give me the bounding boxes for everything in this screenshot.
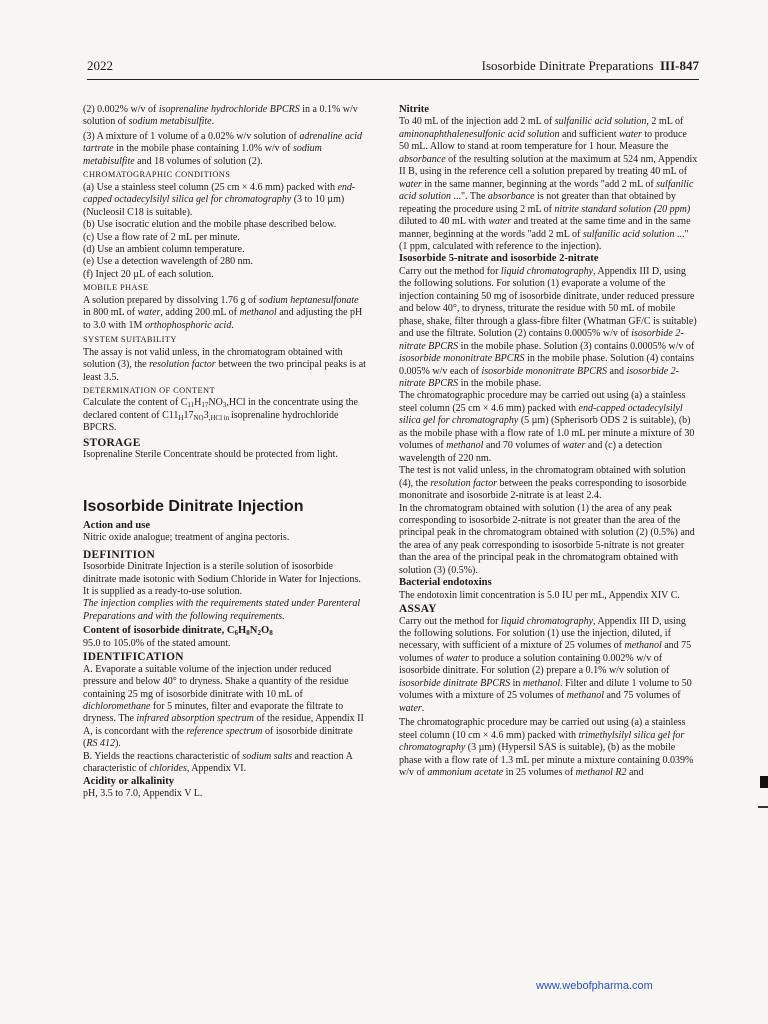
determination-text [83,397,367,434]
nitrite-text-segment: water [399,178,422,190]
system-suitability-heading: SYSTEM SUITABILITY [83,335,177,345]
solution-2-segment: in a 0.1% w/v solution of [83,104,358,128]
assay-procedure-segment: and [626,767,644,779]
mobile-phase-text-segment: sodium heptanesulfonate [258,294,359,306]
assay-procedure [399,717,698,779]
condition-a-segment: (a) Use a stainless steel column (25 cm × 4.6 mm) packed with [83,181,338,193]
condition-b: (b) Use isocratic elution and the mobile phase described below. [83,219,337,231]
assay-text-segment: methanol [624,640,662,652]
nitrite-heading: Nitrite [399,104,429,115]
assay-text-segment: . Filter and dilute 1 volume to 50 volumes with a mixture of 25 volumes of [399,677,692,702]
condition-a [83,182,367,219]
assay-text-segment: , Appendix III D, using the following solutions. For solution (1) use the injection, diluted, if necessary, with sufficient of a mixture of 25 volumes of [399,615,686,652]
chromatographic-conditions-heading: CHROMATOGRAPHIC CONDITIONS [83,170,231,180]
isosorbide-nitrates-validity-segment: resolution factor [430,477,497,489]
nitrite-text-segment: of the resulting solution at the maximum at 524 nm, Appendix II B, using in the reference cell a solution prepared by treating 40 mL of [399,153,698,178]
assay-text-segment: methanol [522,677,561,689]
nitrite-text-segment: diluted to 40 mL with [399,216,489,228]
mobile-phase-text-segment: and adjusting the pH to 3.0 with 1M [83,307,363,331]
solution-2-segment: . [211,116,215,128]
mobile-phase-text-segment: . [231,319,234,331]
assay-text-segment: to produce a solution containing 0.002% w/v of isosorbide dinitrate. For solution (2) prepare a 0.1% w/v solution of [399,652,670,677]
assay-text-segment: and 75 volumes of [399,640,692,664]
nitrite-text-segment: sulfanilic acid solution [399,178,694,203]
assay-text-segment: methanol [566,690,604,702]
condition-a-segment: end-capped octadecylsilyl silica gel for chromatography [83,181,356,206]
mobile-phase-text-segment: orthophosphoric acid [144,319,232,331]
isosorbide-nitrates-heading: Isosorbide 5-nitrate and isosorbide 2-nitrate [399,253,599,265]
nitrite-text-segment: ...". The [450,191,488,203]
assay-text-segment: isosorbide dinitrate BPCRS [399,677,511,689]
solution-2 [83,104,367,129]
isosorbide-nitrates-validity [399,465,698,502]
action-text: Nitric oxide analogue; treatment of angina pectoris. [83,532,290,544]
identification-b-segment: sodium salts [242,750,293,762]
nitrite-text-segment: ..." (1 ppm, calculated with reference to the injection). [399,228,689,252]
content-heading-segment: 6 [234,629,239,638]
isosorbide-nitrates-text-segment: isosorbide mononitrate BPCRS [399,353,525,365]
determination-text-segment: . [114,422,117,434]
solution-3-segment: and 18 volumes of solution (2). [134,155,263,167]
isosorbide-nitrates-procedure-segment: and (c) a detection wavelength of 220 nm. [399,440,663,464]
assay-procedure-segment: ammonium acetate [427,767,504,779]
system-suitability-text-segment: resolution factor [149,359,216,371]
left-column [83,104,367,801]
solution-2-segment: isoprenaline hydrochloride BPCRS [158,104,300,115]
page-header [87,58,699,76]
determination-text-segment: ,HCl in the concentrate using the declared content of C [83,397,358,421]
assay-text-segment: water [399,702,422,714]
assay-heading: ASSAY [399,603,437,616]
identification-a-segment: reference spectrum [186,725,263,737]
nitrite-text [399,116,698,253]
solution-2-segment: (2) 0.002% w/v of [83,104,159,115]
assay-procedure-segment: (3 µm) (Hypersil SAS is suitable), (b) as the mobile phase with a flow rate of 1.3 mL per minute a mixture containing 0.039% w/v of [399,742,694,779]
mobile-phase-text-segment: , adding 200 mL of [160,307,240,319]
determination-text-segment: 17 [183,409,194,421]
mobile-phase-heading: MOBILE PHASE [83,283,149,293]
system-suitability-text-segment: between the two principal peaks is at least 3.5. [83,359,366,383]
assay-text [399,616,698,716]
isosorbide-nitrates-limit: In the chromatogram obtained with solution (1) the area of any peak corresponding to isosorbide 2-nitrate is not greater than the area of the principal peak in the chromatogram obtained with solution (2) (0.5%) and the area of any peak corresponding to isosorbide 5-nitrate is not greater than the area of the principal peak in the chromatogram obtained with solution (3) (0.5%). [399,502,695,576]
content-heading-segment: O [260,625,270,637]
isosorbide-nitrates-procedure-segment: and 70 volumes of [483,440,563,452]
action-heading: Action and use [83,519,151,531]
storage-heading: STORAGE [83,436,141,449]
identification-b-segment: and reaction A characteristic of [83,750,353,775]
nitrite-text-segment: water [488,216,512,228]
running-head-title: Isosorbide Dinitrate Preparations [481,58,654,73]
isosorbide-nitrates-validity-segment: The test is not valid unless, in the chromatogram obtained with solution (4), the [399,465,686,489]
content-heading-segment: 8 [269,629,273,638]
isosorbide-nitrates-validity-segment: between the peaks corresponding to isosorbide mononitrate and isosorbide 2-nitrate is at least 2.4. [399,477,687,502]
determination-text-segment: 17 [201,401,209,410]
isosorbide-nitrates-text-segment: , Appendix III D, using the following solutions. For solution (1) evaporate a volume of the injection containing 50 mg of isosorbide dinitrate, under reduced pressure and below 40°, to dryness, triturate the residue with 50 mL of mobile phase, shake, filter through a glass-fibre filter (Whatman GF/C is suitable) and use the filtrate. Solution (2) contains 0.0005% w/v of [399,265,697,340]
content-text: 95.0 to 105.0% of the stated amount. [83,637,231,649]
determination-text-segment: NO [208,397,223,409]
mobile-phase-text-segment: water [137,307,161,319]
identification-a-segment: ). [114,738,121,750]
watermark-link[interactable]: www.webofpharma.com [536,980,653,992]
definition-text: Isosorbide Dinitrate Injection is a sterile solution of isosorbide dinitrate made isotonic with Sodium Chloride in Water for Injections. It is supplied as a ready-to-use solution. [83,561,361,597]
condition-c: (c) Use a flow rate of 2 mL per minute. [83,231,240,243]
storage-text: Isoprenaline Sterile Concentrate should be protected from light. [83,449,338,461]
identification-a-segment: infrared absorption spectrum [136,713,254,725]
nitrite-text-segment: nitrite standard solution (20 ppm) [554,203,691,215]
isosorbide-nitrates-procedure [399,390,698,465]
right-column [399,104,698,779]
identification-heading: IDENTIFICATION [83,651,184,664]
assay-text-segment: liquid chromatography [500,615,594,627]
isosorbide-nitrates-procedure-segment: end-capped octadecylsilyl silica gel for chromatography [399,402,683,427]
nitrite-text-segment: is not greater than that obtained by repeating the procedure using 2 mL of [399,191,676,215]
nitrite-text-segment: To 40 mL of the injection add 2 mL of [399,116,555,128]
determination-text-segment: 3 [203,409,209,421]
identification-a-segment: dichloromethane [83,701,151,713]
isosorbide-nitrates-procedure-segment: (5 µm) (Spherisorb ODS 2 is suitable), (b) as the mobile phase with a flow rate of 1.0 mL per minute a mixture of 30 volumes of [399,415,695,452]
determination-text-segment: isoprenaline hydrochloride BPCRS [83,409,339,434]
nitrite-text-segment: and treated at the same time and in the same manner, beginning at the words "add 2 mL of [399,216,691,240]
assay-text-segment: Carry out the method for [399,615,501,627]
content-heading-segment: H [238,625,247,637]
condition-f: (f) Inject 20 µL of each solution. [83,268,214,280]
determination-text-segment: H [194,397,202,409]
content-heading-segment: N [249,625,258,637]
assay-procedure-segment: trimethylsilyl silica gel for chromatography [399,729,685,754]
determination-text-segment: H [178,413,184,422]
identification-b-segment: B. Yields the reactions characteristic of [83,750,243,762]
determination-text-segment: 11 [187,401,195,410]
scan-edge-mark [760,776,768,788]
assay-procedure-segment: methanol R2 [575,767,627,779]
nitrite-text-segment: water [619,128,642,140]
solution-3 [83,131,367,168]
determination-text-segment: 11 [168,409,179,421]
mobile-phase-text-segment: in 800 mL of [83,307,138,319]
nitrite-text-segment: absorbance [399,153,446,165]
solution-3-segment: adrenaline acid tartrate [83,130,363,155]
assay-text-segment: in [510,677,523,689]
nitrite-text-segment: sulfanilic acid solution [582,228,675,240]
identification-a-segment: RS 412 [86,738,115,750]
nitrite-text-segment: and sufficient [559,128,620,140]
identification-a-segment: A. Evaporate a suitable volume of the injection under reduced pressure and below 40° to dryness. Shake a quantity of the residue containing 25 mg of isosorbide dinitrate with 10 mL of [83,663,349,700]
content-heading-segment: 2 [257,629,261,638]
isosorbide-nitrates-text [399,266,698,391]
isosorbide-nitrates-text-segment: liquid chromatography [500,265,594,277]
isosorbide-nitrates-text-segment: isosorbide mononitrate BPCRS [481,365,608,377]
condition-e: (e) Use a detection wavelength of 280 nm. [83,256,253,268]
solution-3-segment: (3) A mixture of 1 volume of a 0.02% w/v solution of [83,130,300,142]
determination-text-segment: ,HCl in [208,413,231,422]
acidity-heading: Acidity or alkalinity [83,775,175,787]
header-rule [87,79,699,80]
nitrite-text-segment: absorbance [487,191,535,203]
solution-3-segment: sodium metabisulfite [83,143,322,167]
assay-text-segment: and 75 volumes of [603,690,681,702]
definition-italic-text: The injection complies with the requirements stated under Parenteral Preparations and with the following requirements. [83,598,361,622]
solution-3-segment: in the mobile phase containing 1.0% w/v of [113,143,293,155]
determination-text-segment: NO [193,413,204,422]
acidity-text: pH, 3.5 to 7.0, Appendix V L. [83,788,203,800]
assay-procedure-segment: The chromatographic procedure may be carried out using (a) a stainless steel column (10 cm × 4.6 mm) packed with [399,717,686,741]
assay-text-segment: water [446,652,469,664]
isosorbide-nitrates-text-segment: in the mobile phase. [458,377,542,389]
assay-procedure-segment: in 25 volumes of [503,767,576,779]
isosorbide-nitrates-text-segment: isosorbide 2-nitrate BPCRS [399,365,679,389]
identification-b-segment: chlorides [149,763,187,775]
mobile-phase-text-segment: methanol [239,307,277,319]
isosorbide-nitrates-procedure-segment: methanol [446,440,484,452]
identification-a-segment: of isosorbide dinitrate ( [83,725,353,750]
identification-b [83,751,367,776]
isosorbide-nitrates-text-segment: in the mobile phase. Solution (4) contains 0.005% w/v each of [399,353,694,377]
scan-edge-tick [758,806,768,808]
isosorbide-nitrates-text-segment: in the mobile phase. Solution (3) contains 0.0005% w/v of [458,340,695,352]
isosorbide-nitrates-procedure-segment: water [562,440,586,452]
isosorbide-nitrates-text-segment: and [607,365,627,377]
mobile-phase-text-segment: A solution prepared by dissolving 1.76 g of [83,294,259,306]
solution-2-segment: sodium metabisulfite [128,116,212,128]
assay-text-segment: . [421,702,425,714]
nitrite-text-segment: aminonaphthalenesulfonic acid solution [399,128,560,140]
nitrite-text-segment: , 2 mL of [646,116,684,128]
identification-b-segment: , Appendix VI. [186,763,247,775]
running-head [482,58,699,74]
page-number: 2022 [87,58,113,73]
isosorbide-nitrates-procedure-segment: The chromatographic procedure may be carried out using (a) a stainless steel column (25 cm × 4.6 mm) packed with [399,390,686,414]
running-head-page-ref: III-847 [659,58,699,73]
identification-a [83,664,367,751]
system-suitability-text-segment: The assay is not valid unless, in the chromatogram obtained with solution (3), the [83,346,343,371]
identification-a-segment: for 5 minutes, filter and evaporate the filtrate to dryness. The [83,701,344,725]
definition-italic [83,598,367,623]
content-heading-segment: 8 [246,629,250,638]
nitrite-text-segment: sulfanilic acid solution [554,116,647,128]
condition-a-segment: (3 to 10 µm) (Nucleosil C18 is suitable). [83,194,345,218]
condition-d: (d) Use an ambient column temperature. [83,243,245,255]
identification-a-segment: of the residue, Appendix II A, is concordant with the [83,713,364,737]
mobile-phase-text [83,295,367,332]
content-heading-segment: Content of isosorbide dinitrate, C [83,625,235,637]
monograph-title: Isosorbide Dinitrate Injection [83,497,304,515]
definition-heading: DEFINITION [83,548,155,561]
bacterial-endotoxins-text: The endotoxin limit concentration is 5.0 IU per mL, Appendix XIV C. [399,589,680,601]
determination-text-segment: Calculate the content of C [83,397,188,409]
isosorbide-nitrates-text-segment: Carry out the method for [399,265,501,277]
determination-heading: DETERMINATION OF CONTENT [83,385,215,395]
system-suitability-text [83,347,367,384]
nitrite-text-segment: in the same manner, beginning at the words "add 2 mL of [421,178,657,190]
determination-text-segment: 3 [222,401,227,410]
bacterial-endotoxins-heading: Bacterial endotoxins [399,577,492,589]
content-heading [83,625,367,637]
isosorbide-nitrates-text-segment: isosorbide 2-nitrate BPCRS [399,328,684,352]
nitrite-text-segment: to produce 50 mL. Allow to stand at room temperature for 1 hour. Measure the [399,128,687,153]
